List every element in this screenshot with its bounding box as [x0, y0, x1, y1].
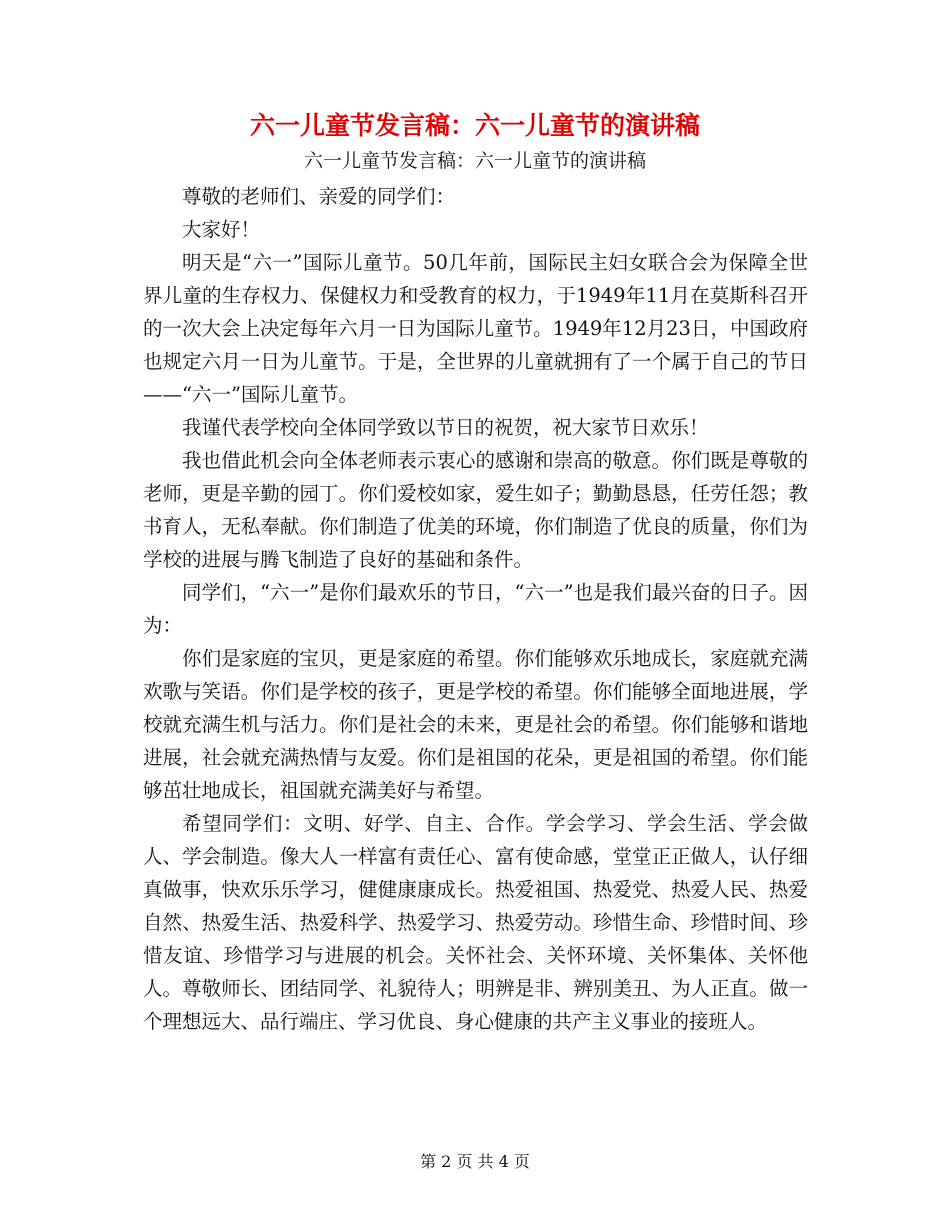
paragraph-greeting: 大家好！: [182, 218, 261, 241]
paragraph: 明天是“六一”国际儿童节。50几年前，国际民主妇女联合会为保障全世界儿童的生存权力、保健权力和受教育的权力，于1949年11月在莫斯科召开的一次大会上决定每年六月一日为国际儿童节。1949年12月23日，中国政府也规定六月一日为儿童节。于是，全世界的儿童就拥有了一个属于自己的节日——“六一”国际儿童节。: [143, 251, 808, 406]
document-subtitle: 六一儿童节发言稿：六一儿童节的演讲稿: [303, 150, 646, 172]
document-title: 六一儿童节发言稿：六一儿童节的演讲稿: [249, 111, 700, 140]
paragraph: 同学们，“六一”是你们最欢乐的节日，“六一”也是我们最兴奋的日子。因为：: [143, 581, 808, 637]
paragraph: 我也借此机会向全体老师表示衷心的感谢和崇高的敬意。你们既是尊敬的老师，更是辛勤的园丁。你们爱校如家，爱生如子；勤勤恳恳，任劳任怨；教书育人，无私奉献。你们制造了优美的环境，你们制造了优良的质量，你们为学校的进展与腾飞制造了良好的基础和条件。: [143, 449, 808, 571]
paragraph: 我谨代表学校向全体同学致以节日的祝贺，祝大家节日欢乐！: [182, 416, 709, 439]
document-body: [143, 180, 808, 1038]
page-footer: 第 2 页 共 4 页: [420, 1152, 530, 1171]
paragraph: 希望同学们：文明、好学、自主、合作。学会学习、学会生活、学会做人、学会制造。像大人一样富有责任心、富有使命感，堂堂正正做人，认仔细真做事，快欢乐乐学习，健健康康成长。热爱祖国、热爱党、热爱人民、热爱自然、热爱生活、热爱科学、热爱学习、热爱劳动。珍惜生命、珍惜时间、珍惜友谊、珍惜学习与进展的机会。关怀社会、关怀环境、关怀集体、关怀他人。尊敬师长、团结同学、礼貌待人；明辨是非、辨别美丑、为人正直。做一个理想远大、品行端庄、学习优良、身心健康的共产主义事业的接班人。: [143, 812, 808, 1033]
paragraph: 你们是家庭的宝贝，更是家庭的希望。你们能够欢乐地成长，家庭就充满欢歌与笑语。你们是学校的孩子，更是学校的希望。你们能够全面地进展，学校就充满生机与活力。你们是社会的未来，更是社会的希望。你们能够和谐地进展，社会就充满热情与友爱。你们是祖国的花朵，更是祖国的希望。你们能够茁壮地成长，祖国就充满美好与希望。: [143, 647, 808, 802]
paragraph-salutation: 尊敬的老师们、亲爱的同学们：: [182, 185, 456, 208]
